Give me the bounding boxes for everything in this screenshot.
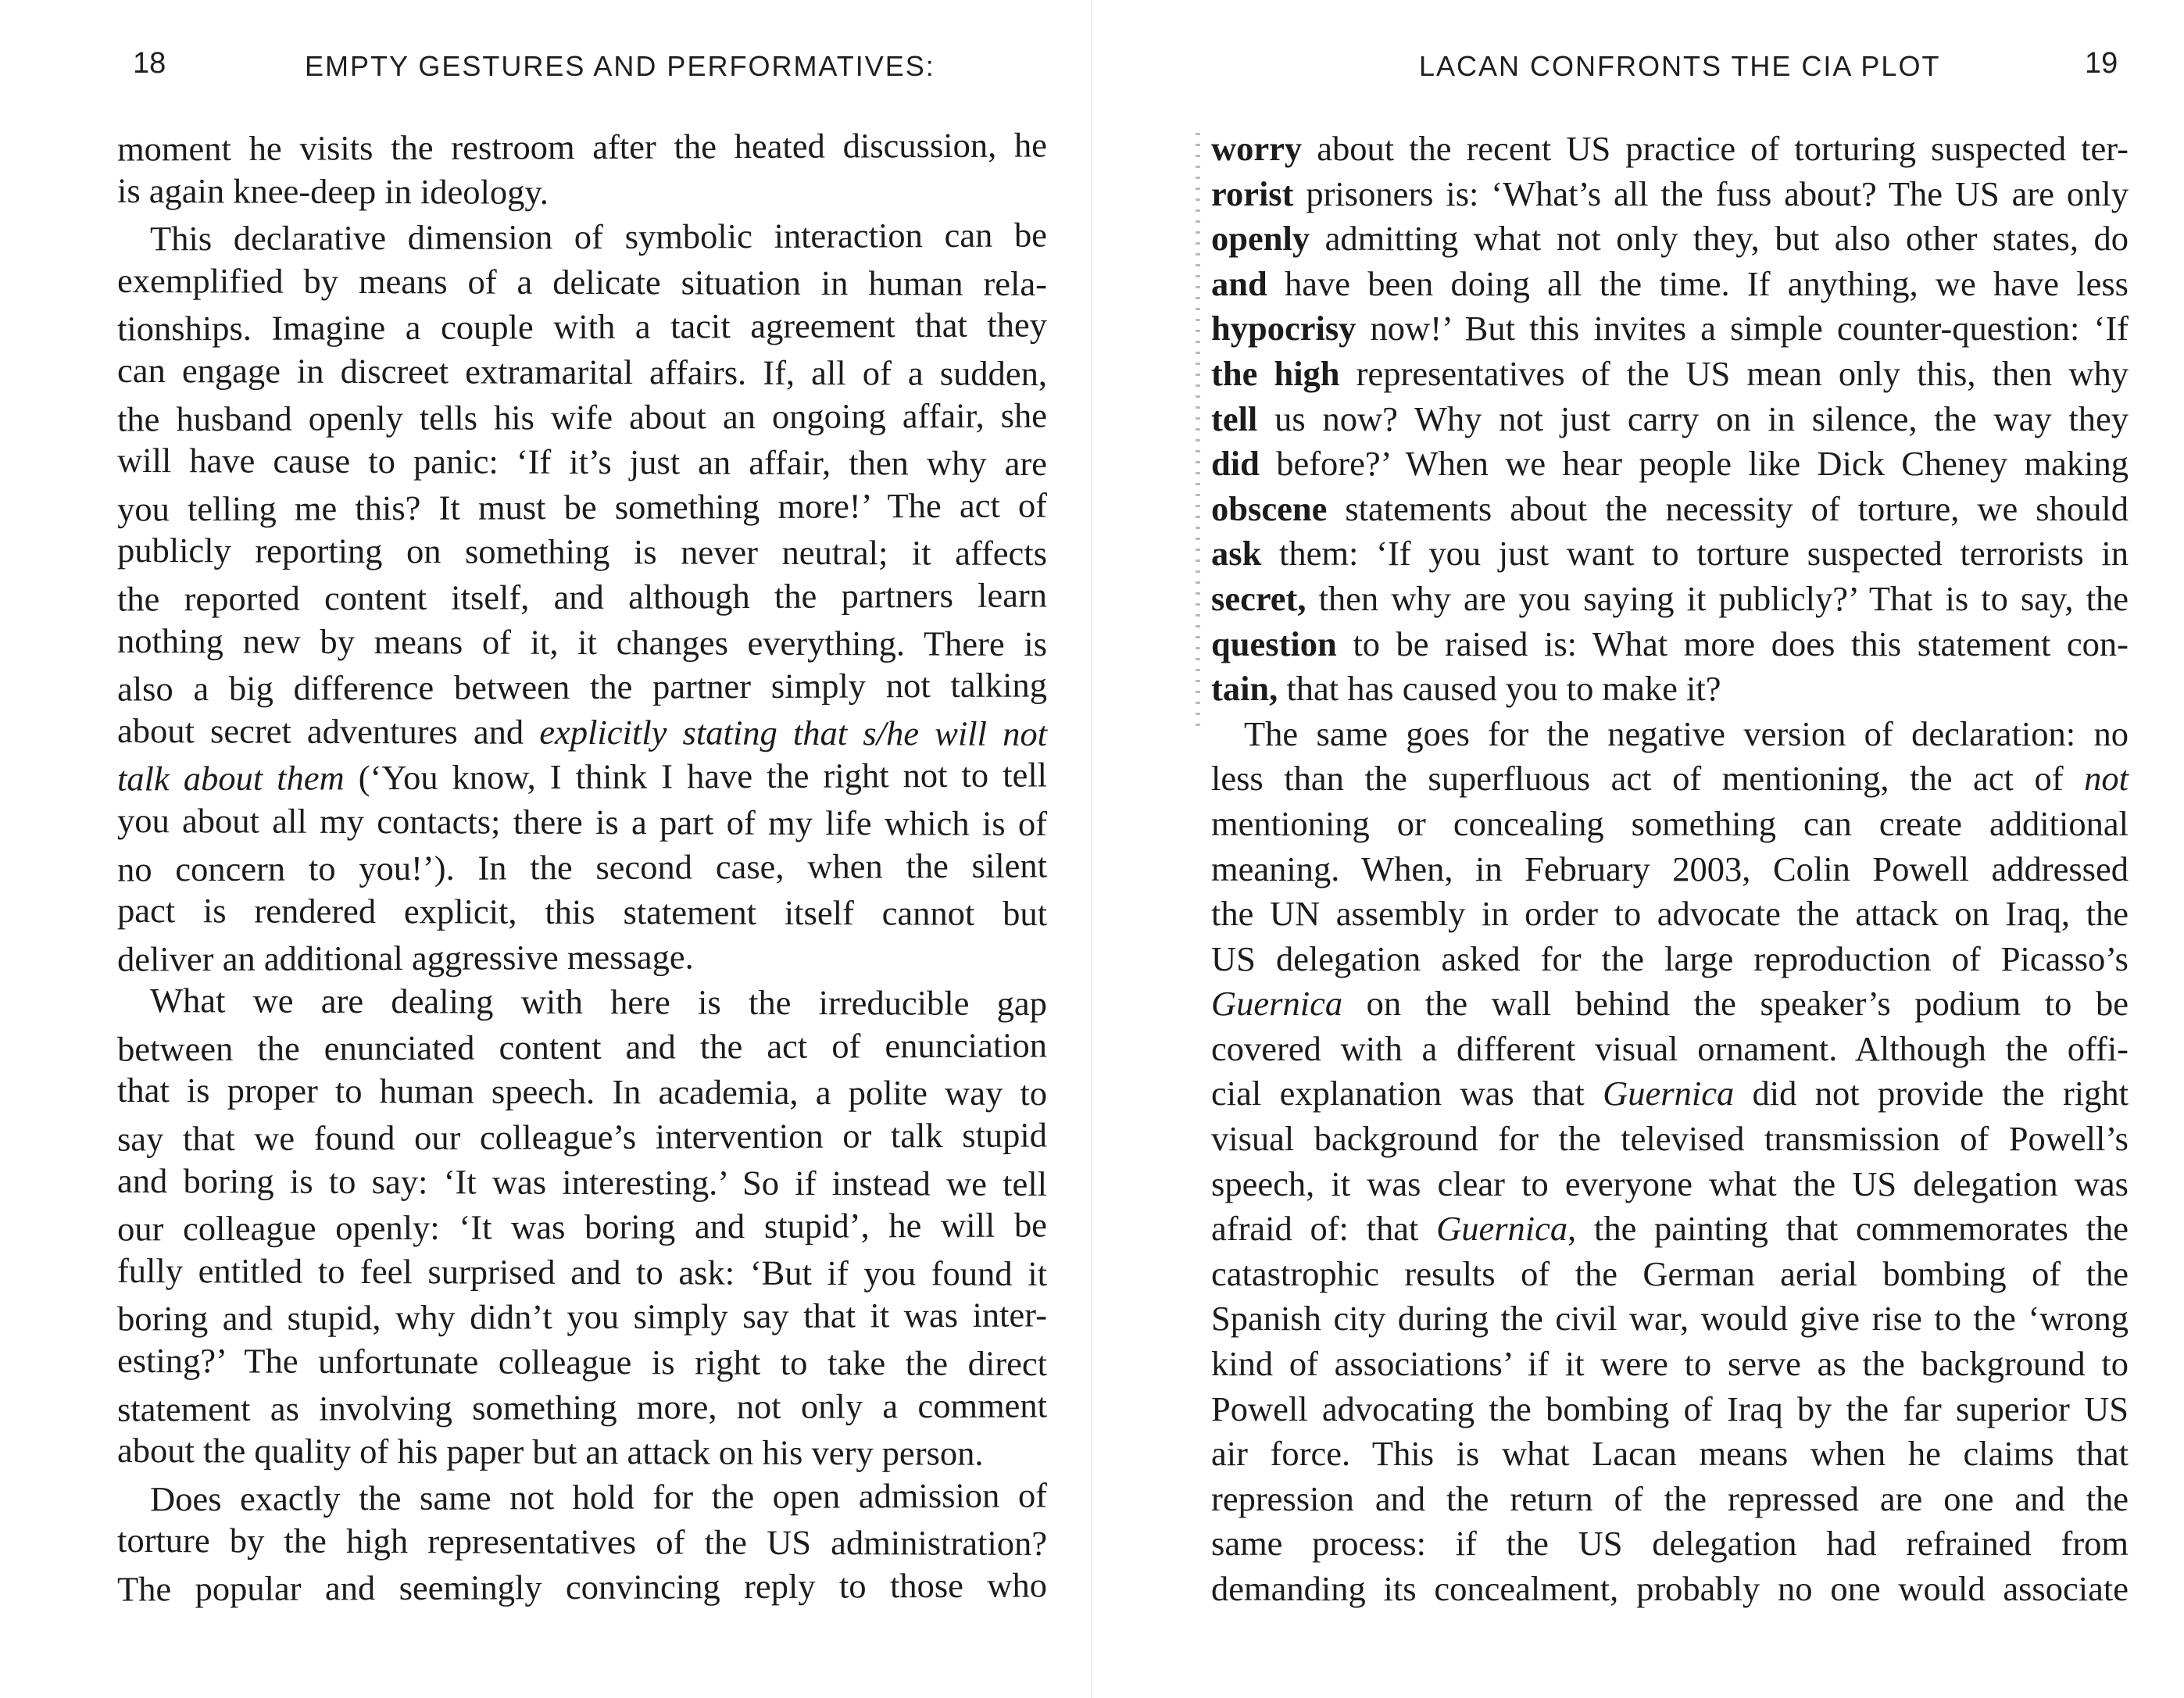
text-line: esting?’ The unfortunate colleague is right to take the direct [116,1340,1048,1384]
text-line: fully entitled to feel surprised and to ask: ‘But if you found it [116,1250,1048,1293]
text-line: nothing new by means of it, it changes everything. There is [116,620,1048,663]
text-line: will have cause to panic: ‘If it’s just an affair, then why are [116,441,1048,484]
text-line: question to be raised is: What more does this statement con- [1211,624,2129,663]
text-line: The popular and seemingly convincing reply to those who [116,1565,1048,1609]
text-line: about the quality of his paper but an attack on his very person. [116,1431,984,1474]
text-line: tell us now? Why not just carry on in silence, the way they [1211,399,2129,438]
text-line: our colleague openly: ‘It was boring and stupid’, he will be [116,1205,1048,1249]
text-line: boring and stupid, why didn’t you simply say that it was inter- [116,1295,1048,1339]
text-line: say that we found our colleague’s intervention or talk stupid [116,1115,1048,1159]
text-line: between the enunciated content and the act of enunciation [116,1025,1048,1069]
left-page-body [117,125,1047,1610]
text-line: you telling me this? It must be something more!’ The act of [116,485,1048,529]
text-line: moment he visits the restroom after the heated discussion, he [116,125,1048,169]
text-line: worry about the recent US practice of torturing suspected ter- [1211,129,2129,168]
text-line: statement as involving something more, not only a comment [116,1385,1048,1429]
text-line: covered with a different visual ornament. Although the offi- [1211,1028,2129,1068]
text-line: torture by the high representatives of the US administration? [116,1521,1048,1564]
text-line: did before?’ When we hear people like Dick Cheney making [1211,444,2129,484]
text-line: same process: if the US delegation had refrained from [1211,1524,2129,1564]
text-line: air force. This is what Lacan means when he claims that [1211,1434,2129,1474]
running-head-left: EMPTY GESTURES AND PERFORMATIVES: [305,50,935,82]
text-line: mentioning or concealing something can create additional [1211,803,2129,843]
text-line: the high representatives of the US mean only this, then why [1211,353,2129,393]
text-line: What we are dealing with here is the irreducible gap [149,981,1048,1024]
text-line: Guernica on the wall behind the speaker’s podium to be [1211,984,2129,1024]
text-line: you about all my contacts; there is a part of my life which is of [116,800,1048,843]
text-line: The same goes for the negative version of declaration: no [1244,713,2129,753]
text-line: repression and the return of the repressed are one and the [1211,1478,2129,1518]
text-line: afraid of: that Guernica, the painting that commemorates the [1211,1209,2129,1249]
scan-margin-artifact [1196,133,1200,727]
text-line: This declarative dimension of symbolic interaction can be [149,215,1048,259]
text-line: demanding its concealment, probably no one would associate [1211,1569,2129,1608]
text-line: openly admitting what not only they, but also other states, do [1211,219,2129,259]
page-number-left: 18 [133,47,166,80]
text-line: talk about them (‘You know, I think I have the right not to tell [116,755,1048,799]
text-line: Does exactly the same not hold for the open admission of [149,1475,1048,1519]
text-line: meaning. When, in February 2003, Colin Powell addressed [1211,849,2129,888]
text-line: hypocrisy now!’ But this invites a simple counter-question: ‘If [1211,309,2129,349]
text-line: publicly reporting on something is never neutral; it affects [116,531,1048,574]
text-line: visual background for the televised transmission of Powell’s [1211,1119,2129,1159]
text-line: exemplified by means of a delicate situation in human rela- [116,260,1048,303]
page-number-right: 19 [2085,47,2118,80]
text-line: ask them: ‘If you just want to torture suspected terrorists in [1211,534,2129,574]
right-page-body [1211,127,2129,1612]
text-line: Powell advocating the bombing of Iraq by the far superior US [1211,1389,2129,1428]
text-line: and have been doing all the time. If anything, we have less [1211,263,2129,303]
text-line: the UN assembly in order to advocate the attack on Iraq, the [1211,894,2129,934]
text-line: rorist prisoners is: ‘What’s all the fuss about? The US are only [1211,173,2129,213]
text-line: the husband openly tells his wife about an ongoing affair, she [116,395,1048,439]
text-line: tionships. Imagine a couple with a tacit agreement that they [116,305,1048,349]
text-line: Spanish city during the civil war, would give rise to the ‘wrong [1211,1299,2129,1339]
text-line: tain, that has caused you to make it? [1211,669,1721,709]
text-line: speech, it was clear to everyone what the US delegation was [1211,1164,2129,1203]
text-line: is again knee-deep in ideology. [116,170,549,212]
text-line: pact is rendered explicit, this statement itself cannot but [116,891,1048,934]
text-line: about secret adventures and explicitly stating that s/he will not [116,710,1048,753]
text-line: kind of associations’ if it were to serve as the background to [1211,1344,2129,1384]
text-line: less than the superfluous act of mentioning, the act of not [1211,759,2129,799]
text-line: catastrophic results of the German aerial bombing of the [1211,1253,2129,1293]
text-line: deliver an additional aggressive message. [116,937,694,979]
text-line: obscene statements about the necessity of torture, we should [1211,488,2129,528]
text-line: US delegation asked for the large reproduction of Picasso’s [1211,938,2129,978]
running-head-right: LACAN CONFRONTS THE CIA PLOT [1419,50,1941,82]
text-line: that is proper to human speech. In academia, a polite way to [116,1071,1048,1114]
text-line: the reported content itself, and although the partners learn [116,575,1048,619]
text-line: also a big difference between the partner simply not talking [116,665,1048,709]
text-line: and boring is to say: ‘It was interesting.’ So if instead we tell [116,1160,1048,1203]
right-page [1092,0,2184,1698]
text-line: no concern to you!’). In the second case, when the silent [116,845,1048,889]
text-line: can engage in discreet extramarital affairs. If, all of a sudden, [116,350,1048,394]
text-line: cial explanation was that Guernica did not provide the right [1211,1074,2129,1114]
text-line: secret, then why are you saying it publicly?’ That is to say, the [1211,578,2129,618]
